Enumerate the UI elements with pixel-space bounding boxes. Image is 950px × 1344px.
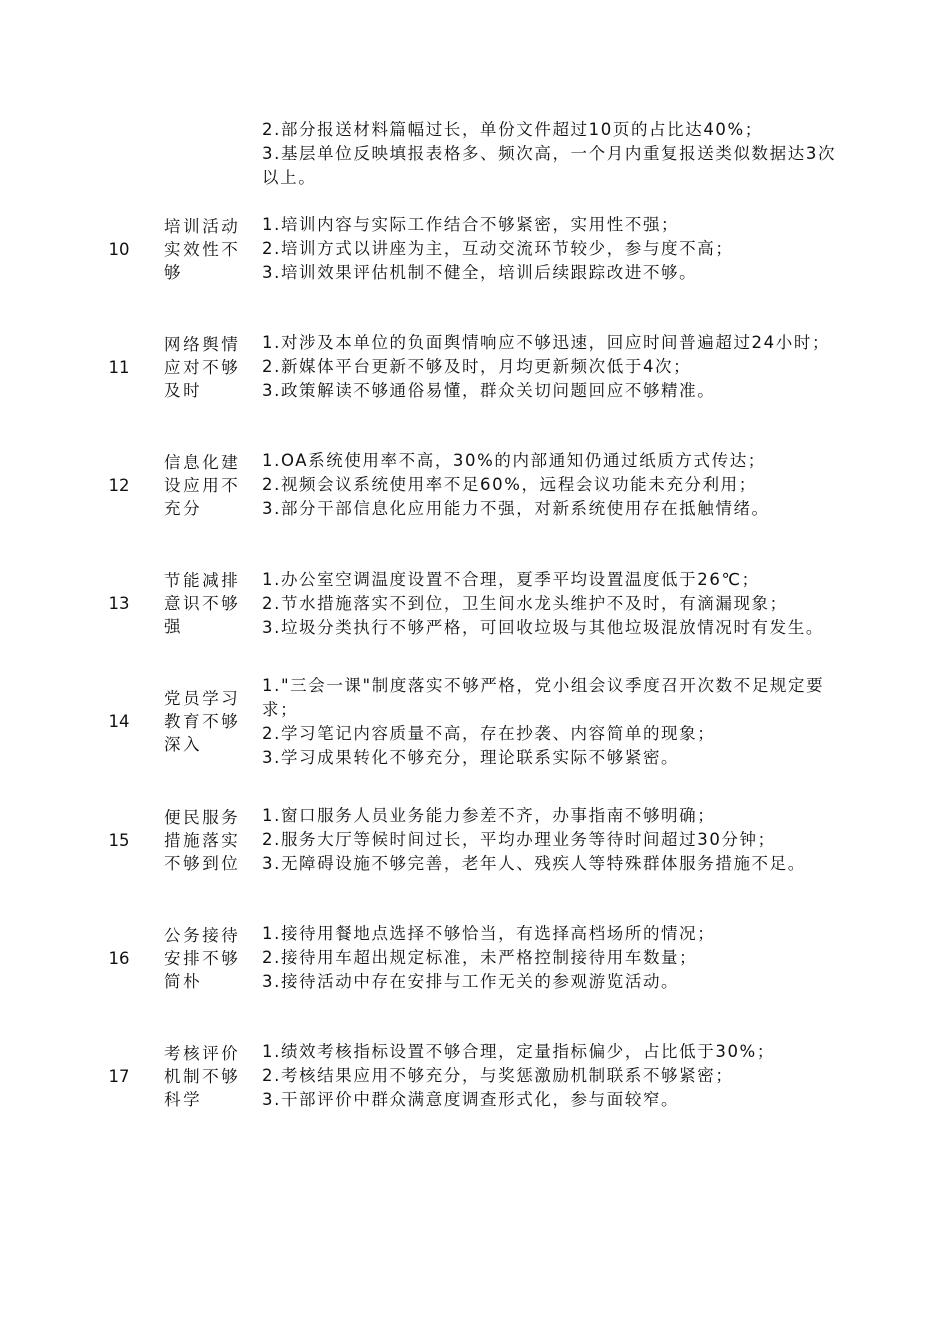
- content-item: 2.接待用车超出规定标准，未严格控制接待用车数量；: [262, 948, 698, 968]
- content-item: 2.节水措施落实不到位，卫生间水龙头维护不及时，有滴漏现象；: [262, 593, 788, 613]
- row-number: 16: [108, 948, 130, 968]
- content-item: 3.学习成果转化不够充分，理论联系实际不够紧密。: [262, 747, 680, 767]
- content-item: 2.视频会议系统使用率不足60%，远程会议功能未充分利用；: [262, 475, 757, 495]
- row-content: [262, 213, 854, 285]
- content-item: 1.办公室空调温度设置不合理，夏季平均设置温度低于26℃；: [262, 569, 760, 589]
- row-number: 12: [108, 475, 130, 495]
- content-item: 1.培训内容与实际工作结合不够紧密，实用性不强；: [262, 215, 680, 234]
- row-category: 便民服务措施落实不够到位: [164, 807, 241, 873]
- content-item: 3.政策解读不够通俗易懂，群众关切问题回应不够精准。: [262, 381, 716, 401]
- row-content: [262, 331, 854, 403]
- table-row: [100, 545, 860, 663]
- row-number: 13: [108, 594, 130, 614]
- row-category: 公务接待安排不够简朴: [164, 925, 241, 991]
- row-content: [262, 804, 854, 876]
- content-item: 1.对涉及本单位的负面舆情响应不够迅速，回应时间普遍超过24小时；: [262, 333, 831, 353]
- content-item: 3.接待活动中存在安排与工作无关的参观游览活动。: [262, 972, 680, 992]
- content-item: 1."三会一课"制度落实不够严格，党小组会议季度召开次数不足规定要求；: [262, 675, 825, 719]
- content-item: 1.绩效考核指标设置不够合理，定量指标偏少，占比低于30%；: [262, 1042, 775, 1062]
- table-row: [100, 781, 860, 899]
- content-item: 2.部分报送材料篇幅过长，单份文件超过10页的占比达40%；: [262, 120, 763, 139]
- table-row: [100, 899, 860, 1017]
- content-item: 3.干部评价中群众满意度调查形式化，参与面较窄。: [262, 1090, 680, 1110]
- row-category: 网络舆情应对不够及时: [164, 334, 241, 400]
- row-content: [262, 449, 854, 521]
- content-item: 3.部分干部信息化应用能力不强，对新系统使用存在抵触情绪。: [262, 499, 770, 519]
- content-item: 2.新媒体平台更新不够及时，月均更新频次低于4次；: [262, 357, 692, 377]
- content-item: 1.OA系统使用率不高，30%的内部通知仍通过纸质方式传达；: [262, 451, 766, 471]
- row-number: 10: [108, 239, 130, 259]
- row-content: [262, 568, 854, 640]
- row-number: 11: [108, 357, 130, 377]
- row-content: [262, 922, 854, 994]
- content-item: 2.培训方式以讲座为主，互动交流环节较少，参与度不高；: [262, 239, 734, 258]
- content-item: 2.服务大厅等候时间过长，平均办理业务等待时间超过30分钟；: [262, 830, 776, 849]
- row-category: 节能减排意识不够强: [164, 571, 241, 637]
- row-content: [262, 1040, 854, 1112]
- content-item: 2.学习笔记内容质量不高，存在抄袭、内容简单的现象；: [262, 723, 716, 743]
- content-item: 3.基层单位反映填报表格多、频次高，一个月内重复报送类似数据达3次以上。: [262, 144, 837, 187]
- row-content: [262, 674, 854, 770]
- content-item: 3.无障碍设施不够完善，老年人、残疾人等特殊群体服务措施不足。: [262, 854, 806, 873]
- continued-row-content: [262, 118, 854, 190]
- table-row: [100, 190, 860, 308]
- row-category: 培训活动实效性不够: [164, 216, 241, 282]
- row-number: 15: [108, 830, 130, 850]
- row-category: 考核评价机制不够科学: [164, 1043, 241, 1109]
- table-row: [100, 308, 860, 426]
- content-item: 3.培训效果评估机制不健全，培训后续跟踪改进不够。: [262, 263, 698, 282]
- table-row: [100, 1017, 860, 1135]
- row-category: 信息化建设应用不充分: [164, 452, 241, 518]
- table-row: [100, 663, 860, 781]
- row-number: 17: [108, 1066, 130, 1086]
- content-item: 2.考核结果应用不够充分，与奖惩激励机制联系不够紧密；: [262, 1066, 734, 1086]
- table-row: [100, 426, 860, 544]
- content-item: 1.窗口服务人员业务能力参差不齐，办事指南不够明确；: [262, 806, 716, 825]
- row-number: 14: [108, 712, 130, 732]
- content-item: 3.垃圾分类执行不够严格，可回收垃圾与其他垃圾混放情况时有发生。: [262, 617, 824, 637]
- row-category: 党员学习教育不够深入: [164, 689, 241, 755]
- content-item: 1.接待用餐地点选择不够恰当，有选择高档场所的情况；: [262, 924, 716, 944]
